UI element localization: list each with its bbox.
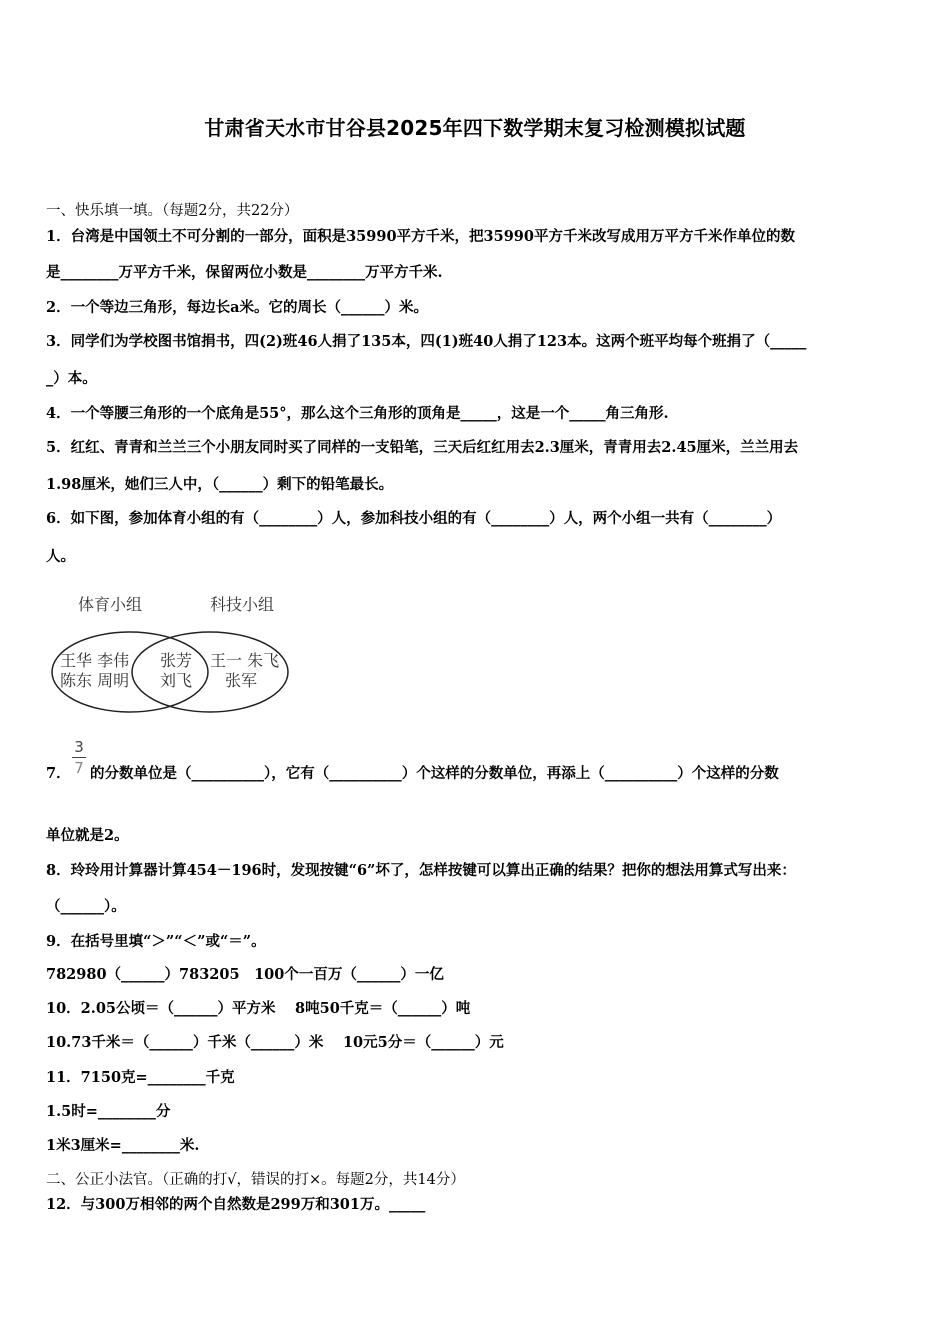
question-11-line-3: 1米3厘米=________米. bbox=[46, 1137, 200, 1154]
question-10-line-1: 10．2.05公顷＝（______）平方米 8吨50千克＝（______）吨 bbox=[46, 1000, 471, 1017]
question-8-line-1: 8．玲玲用计算器计算454－196时，发现按键“6”坏了，怎样按键可以算出正确的结果？把你的想法用算式写出来： bbox=[46, 862, 796, 879]
venn-right-circle bbox=[132, 632, 288, 712]
venn-right-names-1: 王一 朱飞 bbox=[210, 651, 280, 670]
venn-left-names-2: 陈东 周明 bbox=[60, 671, 130, 690]
question-7-line-2: 单位就是2。 bbox=[46, 827, 129, 844]
question-2: 2．一个等边三角形，每边长a米。它的周长（______）米。 bbox=[46, 299, 428, 316]
question-3-line-2: _）本。 bbox=[46, 370, 97, 387]
section-2-heading: 二、公正小法官。（正确的打√，错误的打×。每题2分，共14分） bbox=[46, 1172, 465, 1188]
question-4: 4．一个等腰三角形的一个底角是55°，那么这个三角形的顶角是_____，这是一个_____角三角形. bbox=[46, 405, 669, 422]
section-1-heading: 一、快乐填一填。（每题2分，共22分） bbox=[46, 203, 299, 219]
question-10-line-2: 10.73千米＝（______）千米（______）米 10元5分＝（______）元 bbox=[46, 1034, 504, 1051]
venn-left-label: 体育小组 bbox=[78, 595, 143, 614]
question-11-line-1: 11．7150克=________千克 bbox=[46, 1069, 235, 1086]
fraction-denominator: 7 bbox=[74, 759, 84, 777]
question-11-line-2: 1.5时=________分 bbox=[46, 1103, 171, 1120]
question-8-line-2: （______）。 bbox=[46, 898, 126, 915]
question-6-line-1: 6．如下图，参加体育小组的有（________）人，参加科技小组的有（________）人，两个小组一共有（________） bbox=[46, 510, 782, 527]
venn-right-names-2: 张军 bbox=[225, 671, 258, 690]
question-5-line-2: 1.98厘米，她们三人中，（______）剩下的铅笔最长。 bbox=[46, 476, 394, 493]
question-9: 9．在括号里填“＞”“＜”或“＝”。 bbox=[46, 933, 266, 950]
venn-middle-names-2: 刘飞 bbox=[160, 671, 193, 690]
fraction-bar bbox=[72, 757, 86, 758]
question-7-number: 7． bbox=[46, 765, 71, 782]
question-3-line-1: 3．同学们为学校图书馆捐书，四(2)班46人捐了135本，四(1)班40人捐了123本。这两个班平均每个班捐了（_____ bbox=[46, 333, 807, 350]
page-title: 甘肃省天水市甘谷县2025年四下数学期末复习检测模拟试题 bbox=[204, 116, 746, 140]
fraction-numerator: 3 bbox=[74, 738, 84, 756]
question-7-line-1: 的分数单位是（__________），它有（__________）个这样的分数单位，再添上（__________）个这样的分数 bbox=[90, 765, 779, 782]
question-1-line-2: 是________万平方千米，保留两位小数是________万平方千米. bbox=[46, 264, 443, 281]
question-5-line-1: 5．红红、青青和兰兰三个小朋友同时买了同样的一支铅笔，三天后红红用去2.3厘米，青青用去2.45厘米，兰兰用去 bbox=[46, 439, 799, 456]
venn-diagram bbox=[50, 588, 290, 718]
venn-left-names-1: 王华 李伟 bbox=[60, 651, 130, 670]
question-6-line-2: 人。 bbox=[46, 548, 75, 565]
venn-middle-names-1: 张芳 bbox=[160, 651, 193, 670]
venn-right-label: 科技小组 bbox=[210, 595, 275, 614]
question-12: 12．与300万相邻的两个自然数是299万和301万。_____ bbox=[46, 1196, 426, 1213]
fraction-three-sevenths bbox=[72, 738, 86, 777]
question-1-line-1: 1．台湾是中国领土不可分割的一部分，面积是35990平方千米，把35990平方千米改写成用万平方千米作单位的数 bbox=[46, 228, 795, 245]
question-9-items: 782980（______）783205 100个一百万（______）一亿 bbox=[46, 966, 444, 983]
